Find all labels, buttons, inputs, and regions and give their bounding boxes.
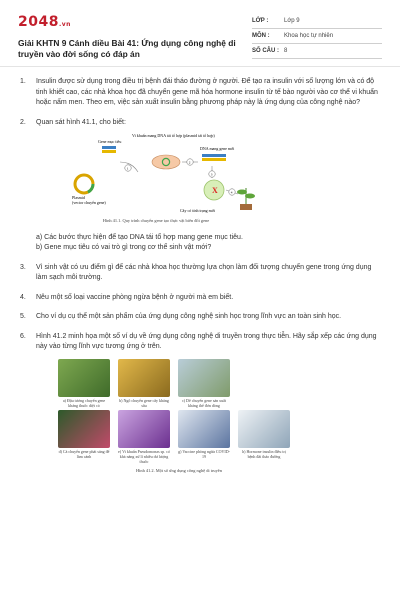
meta-table <box>252 14 382 59</box>
label-plasmid: Plasmid <box>72 195 85 200</box>
fig2-empty <box>238 359 290 408</box>
bacteria-photo <box>118 410 170 448</box>
meta-row-count: SỐ CÂU : 8 <box>252 44 382 59</box>
fig2-item-goat: c) Dê chuyển gene sản xuất kháng thể đơn dòng <box>178 359 230 408</box>
question-6: 6. Hình 41.2 minh họa một số ví dụ về ứng dụng công nghệ di truyền trong thực tiễn. Hãy sắp xếp các ứng dụng này vào từng lĩnh vực tương ứng ở trên. <box>20 332 377 350</box>
figure-41-2-grid <box>58 359 384 464</box>
label-new-plant: Cây có tính trạng mới <box>180 208 215 213</box>
question-list <box>0 67 400 476</box>
soybean-photo <box>58 359 110 397</box>
meta-row-subject: MÔN : Khoa học tự nhiên <box>252 29 382 44</box>
q2-sub-a: a) Các bước thực hiện để tạo DNA tái tổ hợp mang gene mục tiêu. <box>36 233 243 241</box>
glowfish-photo <box>58 410 110 448</box>
fig2-item-insulin: h) Hormone insulin điều trị bệnh đái tháo đường <box>238 410 290 464</box>
step-4: 4 <box>230 190 233 195</box>
meta-row-grade: LỚP : Lớp 9 <box>252 14 382 29</box>
label-gene-target: Gene mục tiêu <box>98 139 122 144</box>
label-recombinant: Vi khuẩn mang DNA tái tổ hợp (plasmid tái tổ hợp) <box>132 133 215 138</box>
page-header <box>0 0 400 66</box>
logo-text: 2048 <box>18 14 59 30</box>
question-5: 5. Cho ví dụ cụ thể một sản phẩm của ứng dụng công nghệ sinh học trong lĩnh vực an toàn sinh học. <box>20 313 342 320</box>
question-3: 3. Vì sinh vật có ưu điểm gì để các nhà khoa học thường lựa chọn làm đối tượng chuyển gene trong ứng dụng làm sạch môi trường. <box>20 263 372 281</box>
figure-41-1 <box>62 132 262 214</box>
fig2-item-vaccine: g) Vaccine phòng ngừa COVID-19 <box>178 410 230 464</box>
question-1: 1. Insulin được sử dụng trong điều trị bệnh đái tháo đường ở người. Để tạo ra insulin với số lượng lớn và có độ tinh khiết cao, các nhà khoa học đã chuyển gene mã hóa hormone insulin từ tế bào người vào cơ thể vi khuẩn hoặc nấm men. Theo em, việc sản xuất insulin bằng phương pháp này là ứng dụng của công nghệ nào? <box>20 78 378 106</box>
page-title: Giải KHTN 9 Cánh diều Bài 41: Ứng dụng công nghệ di truyền vào đời sống có đáp án <box>18 38 236 59</box>
question-2: 2. Quan sát hình 41.1, cho biết: X Gene mục tiêu Vi khuẩn mang DNA tái tổ hợp (plasmid tái tổ hợp) DNA mang gene mới Plasmid (vector chuyển gene) Cây có tính trạng mới 1 2 3 4 Hình 41.1. Quy trình chuyển gene tạo thực vật biến đổi gene a) Các bước thực hiện để tạo DNA tái tổ hợp mang gene mục tiêu. b) Gene mục tiêu có vai trò gì trong cơ thể sinh vật mới? <box>16 118 384 254</box>
fig2-item-corn: b) Ngô chuyển gene cây kháng sâu <box>118 359 170 408</box>
insulin-photo <box>238 410 290 448</box>
figure-41-1-caption: Hình 41.1. Quy trình chuyển gene tạo thực vật biến đổi gene <box>102 218 210 223</box>
step-3: 3 <box>210 172 213 177</box>
fig2-item-soybean: a) Đậu tương chuyển gene kháng thuốc diệt cỏ <box>58 359 110 408</box>
gene-transfer-diagram <box>62 132 262 214</box>
label-vector: (vector chuyển gene) <box>72 200 106 205</box>
figure-41-2-caption: Hình 41.2. Một số ứng dụng công nghệ di truyền <box>136 467 222 473</box>
step-2: 2 <box>188 160 191 165</box>
goat-photo <box>178 359 230 397</box>
question-4: 4. Nêu một số loại vaccine phòng ngừa bệnh ở người mà em biết. <box>20 293 234 301</box>
fig2-item-glowfish: d) Cà chuyển gene phát sáng để làm cảnh <box>58 410 110 464</box>
vaccine-photo <box>178 410 230 448</box>
q2-sub-b: b) Gene mục tiêu có vai trò gì trong cơ thể sinh vật mới? <box>36 244 212 251</box>
logo-suffix: .vn <box>58 21 71 28</box>
label-dna-new-gene: DNA mang gene mới <box>200 146 235 151</box>
svg-text:X: X <box>212 186 218 195</box>
step-1: 1 <box>126 166 129 171</box>
fig2-item-bacteria: e) Vi khuẩn Pseudomonas sp. có khả năng xử lí nhiều dư lượng thuốc <box>118 410 170 464</box>
corn-photo <box>118 359 170 397</box>
